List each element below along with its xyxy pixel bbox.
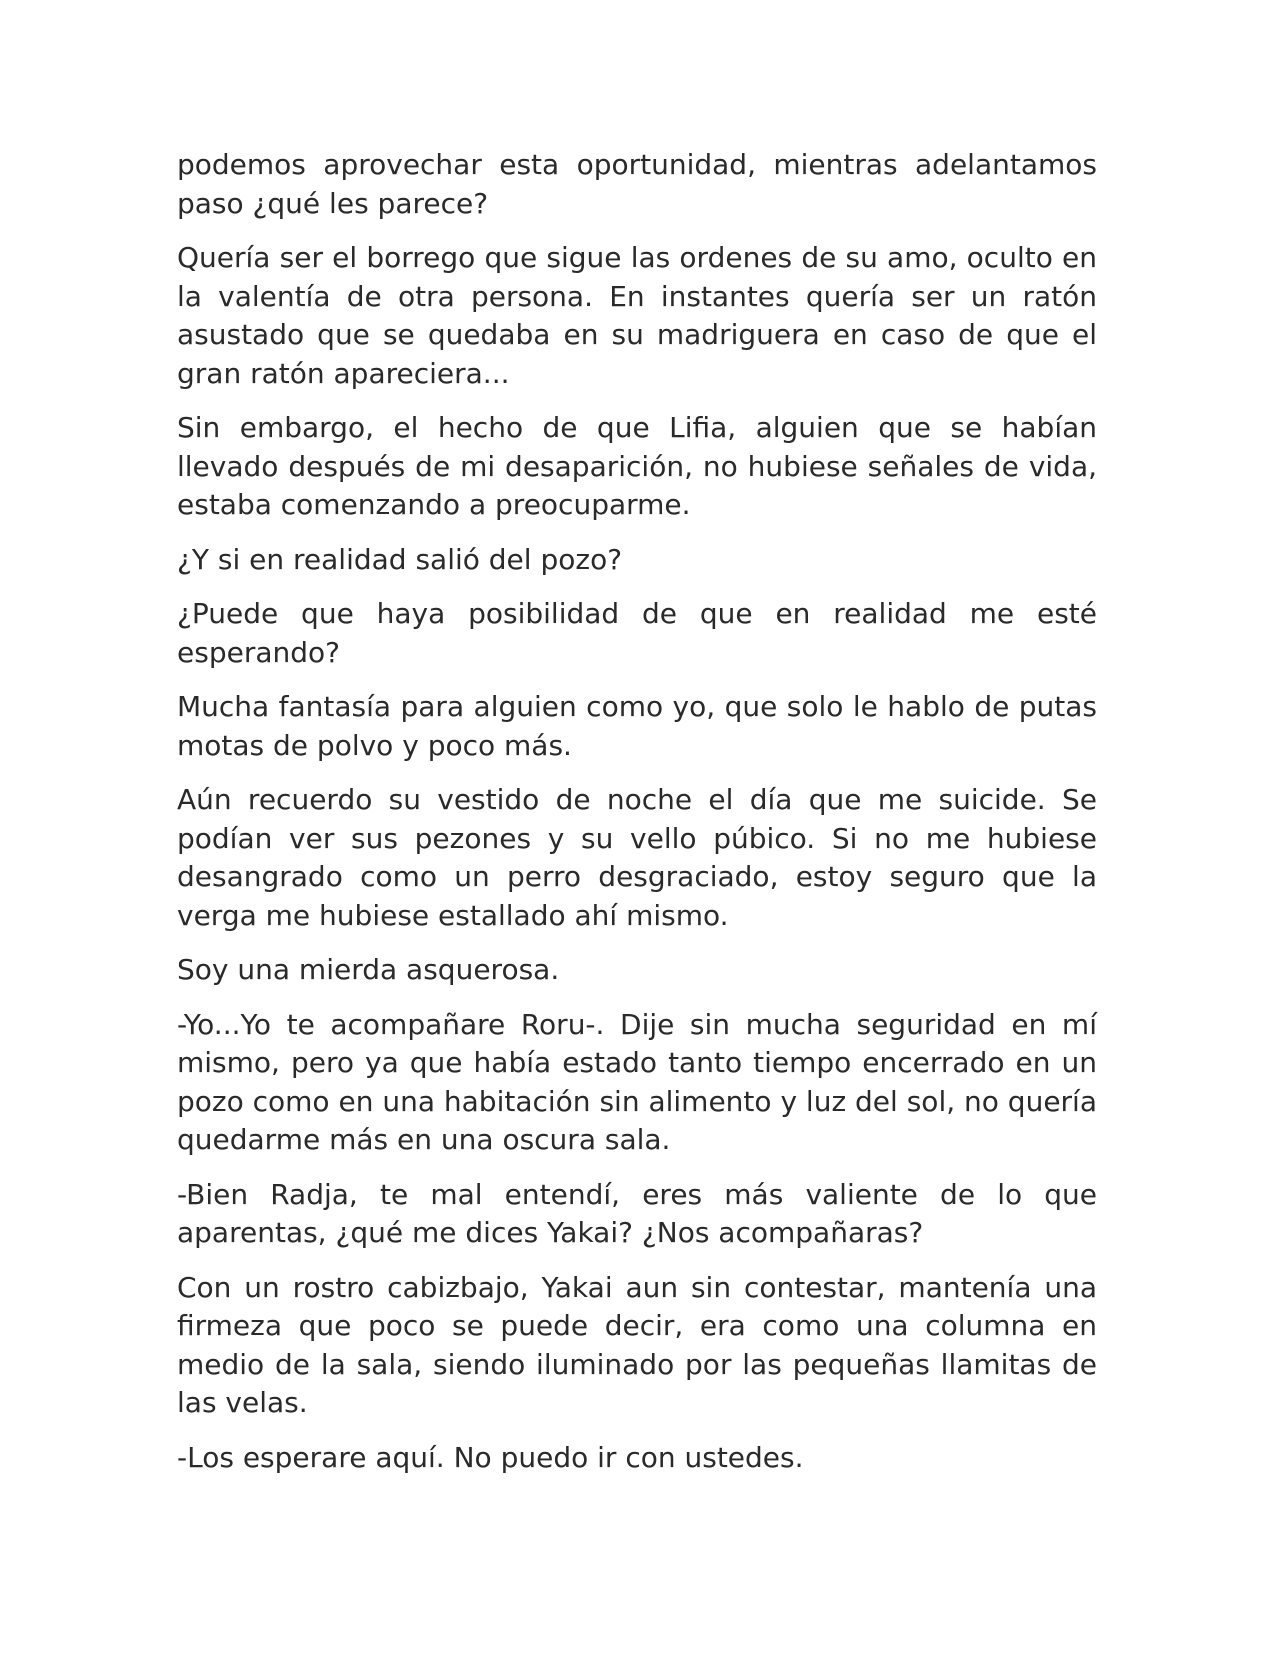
paragraph-11: Con un rostro cabizbajo, Yakai aun sin contestar, mantenía una firmeza que poco se puede decir, era como una columna en medio de la sala, siendo iluminado por las pequeñas llamitas de las velas.: [177, 1270, 1097, 1419]
paragraph-10: -Bien Radja, te mal entendí, eres más valiente de lo que aparentas, ¿qué me dices Yakai? ¿Nos acompañaras?: [177, 1177, 1097, 1249]
document-page: [177, 146, 1097, 1493]
paragraph-5: ¿Puede que haya posibilidad de que en realidad me esté esperando?: [177, 597, 1097, 669]
paragraph-4: ¿Y si en realidad salió del pozo?: [177, 542, 623, 576]
paragraph-3: Sin embargo, el hecho de que Lifia, alguien que se habían llevado después de mi desaparición, no hubiese señales de vida, estaba comenzando a preocuparme.: [177, 411, 1097, 521]
paragraph-2: Quería ser el borrego que sigue las ordenes de su amo, oculto en la valentía de otra persona. En instantes quería ser un ratón asustado que se quedaba en su madriguera en caso de que el gran ratón apareciera...: [177, 241, 1097, 390]
paragraph-1: podemos aprovechar esta oportunidad, mientras adelantamos paso ¿qué les parece?: [177, 148, 1097, 220]
paragraph-12: -Los esperare aquí. No puedo ir con ustedes.: [177, 1440, 804, 1474]
paragraph-7: Aún recuerdo su vestido de noche el día que me suicide. Se podían ver sus pezones y su vello púbico. Si no me hubiese desangrado como un perro desgraciado, estoy seguro que la verga me hubiese estallado ahí mismo.: [177, 783, 1097, 932]
paragraph-8: Soy una mierda asquerosa.: [177, 953, 560, 986]
paragraph-6: Mucha fantasía para alguien como yo, que solo le hablo de putas motas de polvo y poco más.: [177, 690, 1097, 762]
paragraph-9: -Yo...Yo te acompañare Roru-. Dije sin mucha seguridad en mí mismo, pero ya que había estado tanto tiempo encerrado en un pozo como en una habitación sin alimento y luz del sol, no quería quedarme más en una oscura sala.: [177, 1007, 1097, 1156]
